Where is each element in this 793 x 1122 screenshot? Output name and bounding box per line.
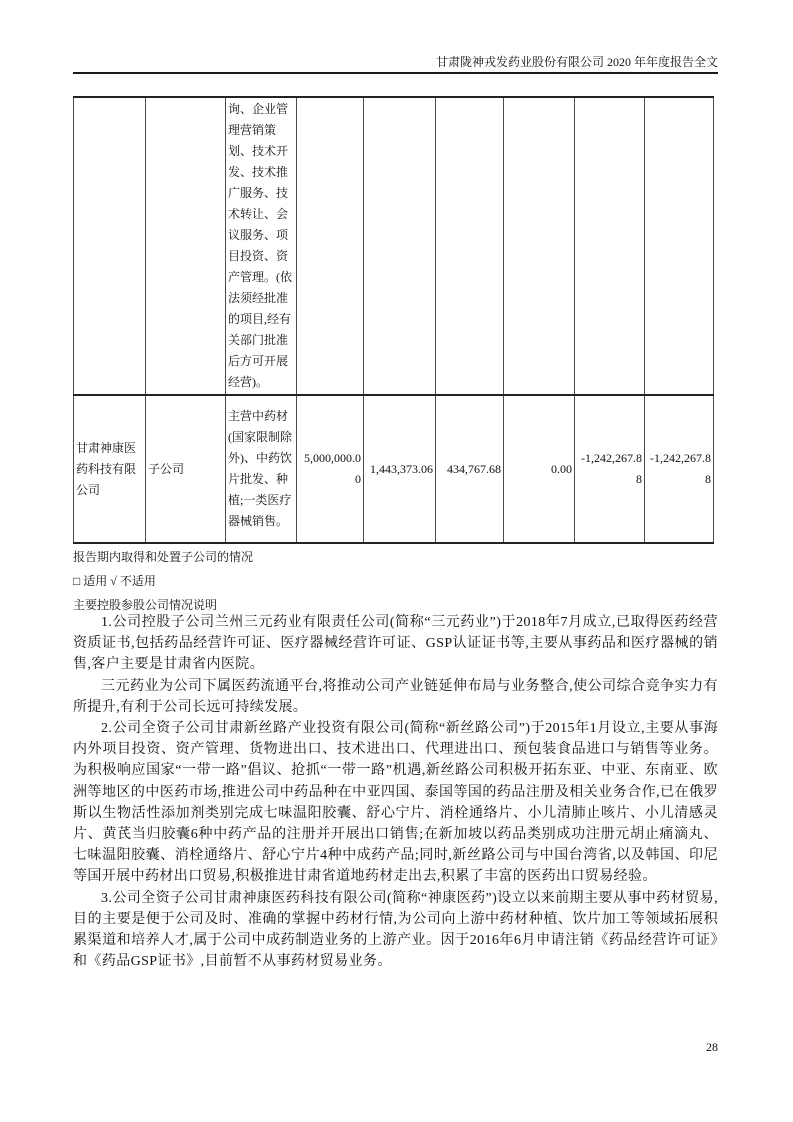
body-text [73,612,718,972]
paragraph-shenkang-pharma: 3.公司全资子公司甘肃神康医药科技有限公司(简称“神康医药”)设立以来前期主要从事中药材贸易,目的主要是便于公司及时、准确的掌握中药材行情,为公司向上游中药材种植、饮片加工等领域拓展积累渠道和培养人才,属于公司中成药制造业务的上游产业。因于2016年6月申请注销《药品经营许可证》和《药品GSP证书》,目前暂不从事药材贸易业务。 [73,890,718,970]
table-row-shenkang-subsidiary [74,395,714,543]
cell-business-scope: 询、企业管理营销策划、技术开发、技术推广服务、技术转让、会议服务、项目投资、资产管理。(依法须经批准的项目,经有关部门批准后方可开展经营)。 [226,97,297,395]
cell-company-name: 甘肃神康医药科技有限公司 [74,395,146,543]
note-holding-companies: 主要控股参股公司情况说明 [73,598,218,612]
cell-net-assets: 434,767.68 [436,395,504,543]
cell-revenue: 0.00 [504,395,575,543]
cell-business-scope: 主营中药材(国家限制除外)、中药饮片批发、种植;一类医疗器械销售。 [226,395,297,543]
cell-company-type [146,97,226,395]
table-row-business-scope-continued [74,97,714,395]
cell-net-profit: -1,242,267.88 [645,395,714,543]
header-title: 甘肃陇神戎发药业股份有限公司 2020 年年度报告全文 [435,55,718,69]
paragraph-new-silkroad: 2.公司全资子公司甘肃新丝路产业投资有限公司(简称“新丝路公司”)于2015年1月设立,主要从事海内外项目投资、资产管理、货物进出口、技术进出口、代理进出口、预包装食品进口与销售等业务。为积极响应国家“一带一路”倡议、抢抓“一带一路”机遇,新丝路公司积极开拓东亚、中亚、东南亚、欧洲等地区的中医药市场,推进公司中药品种在中亚四国、泰国等国的药品注册及相关业务合作,已在俄罗斯以生物活性添加剂类别完成七味温阳胶囊、舒心宁片、消栓通络片、小儿清肺止咳片、小儿清感灵片、黄芪当归胶囊6种中药产品的注册并开展出口销售;在新加坡以药品类别成功注册元胡止痛滴丸、七味温阳胶囊、消栓通络片、舒心宁片4种中成药产品;同时,新丝路公司与中国台湾省,以及韩国、印尼等国开展中药材出口贸易,积极推进甘肃省道地药材走出去,积累了丰富的医药出口贸易经验。 [73,721,718,885]
notes-block [73,545,718,617]
cell-registered-capital: 5,000,000.00 [297,395,364,543]
cell-operating-profit: -1,242,267.88 [575,395,645,543]
header-rule [73,72,718,74]
cell-net-assets [436,97,504,395]
cell-net-profit [645,97,714,395]
cell-total-assets: 1,443,373.06 [364,395,436,543]
cell-operating-profit [575,97,645,395]
applicability-line: □ 适用 √ 不适用 [73,574,156,588]
cell-company-type: 子公司 [146,395,226,543]
cell-total-assets [364,97,436,395]
note-acquisition-disposal: 报告期内取得和处置子公司的情况 [73,550,254,564]
cell-revenue [504,97,575,395]
cell-company-name [74,97,146,395]
subsidiary-table [73,96,714,544]
page-header [73,54,718,70]
cell-registered-capital [297,97,364,395]
paragraph-sanyuan-pharma: 1.公司控股子公司兰州三元药业有限责任公司(简称“三元药业”)于2018年7月成立,已取得医药经营资质证书,包括药品经营许可证、医疗器械经营许可证、GSP认证证书等,主要从事药品和医疗器械的销售,客户主要是甘肃省内医院。 [73,615,718,673]
paragraph-sanyuan-platform: 三元药业为公司下属医药流通平台,将推动公司产业链延伸布局与业务整合,使公司综合竞争实力有所提升,有利于公司长远可持续发展。 [73,678,718,715]
page-number: 28 [706,1040,718,1054]
